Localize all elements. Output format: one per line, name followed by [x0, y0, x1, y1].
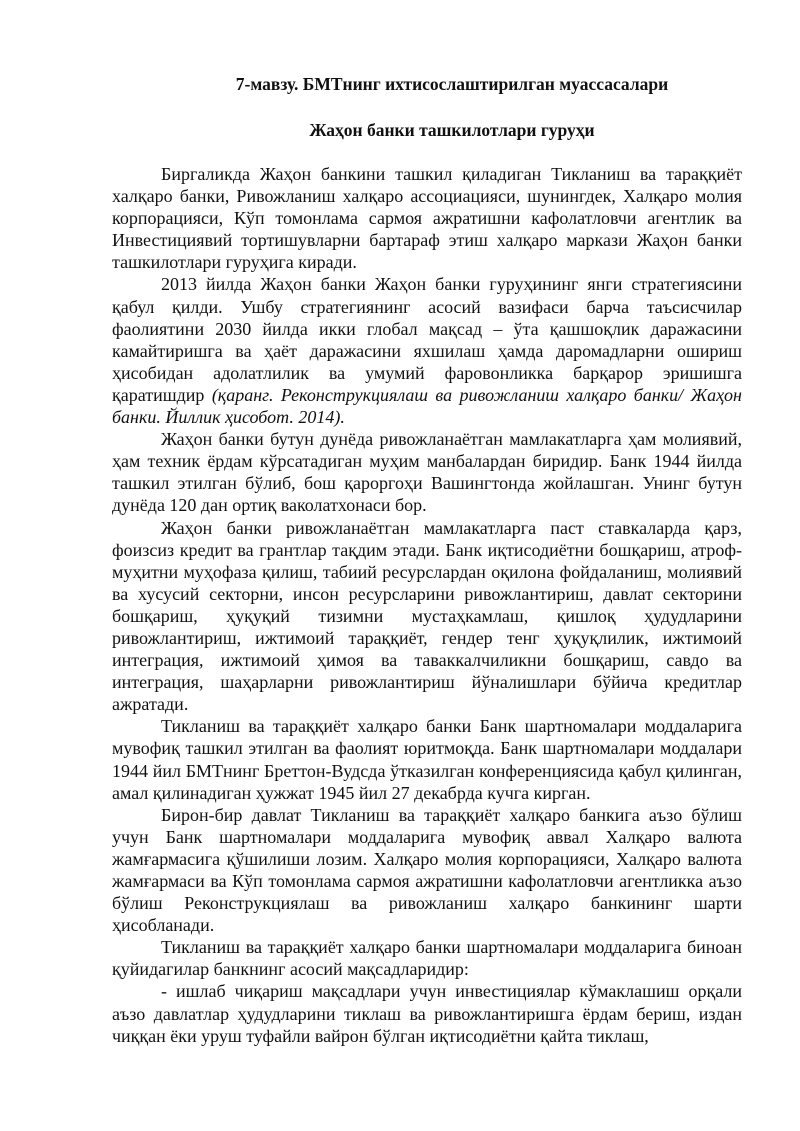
page-subtitle: Жаҳон банки ташкилотлари гуруҳи: [309, 120, 595, 140]
paragraph-3: Жаҳон банки бутун дунёда ривожланаётган мамлакатларга ҳам молиявий, ҳам техник ёрдам кўрсатадиган муҳим манбалардан биридир. Банк 1944 йилда ташкил этилган бўлиб, бош қароргоҳи Вашингтонда жойлашган. Унинг бутун дунёда 120 дан ортиқ ваколатхонаси бор.: [112, 429, 742, 516]
paragraph-5: Тикланиш ва тараққиёт халқаро банки Банк шартномалари моддаларига мувофиқ ташкил этилган ва фаолият юритмоқда. Банк шартномалари моддалари 1944 йил БМТнинг Бреттон-Вудсда ўтказилган конференциясида қабул қилинган, амал қилинадиган ҳужжат 1945 йил 27 декабрда кучга кирган.: [112, 716, 742, 803]
page-title: 7-мавзу. БМТнинг ихтисослаштирилган муассасалари: [235, 74, 669, 94]
paragraph-6: Бирон-бир давлат Тикланиш ва тараққиёт халқаро банкига аъзо бўлиш учун Банк шартномалари моддаларига мувофиқ аввал Халқаро валюта жамғармасига қўшилиши лозим. Халқаро молия корпорацияси, Халқаро валюта жамғармаси ва Кўп томонлама сармоя ажратишни кафолатловчи агентликка аъзо бўлиш Реконструкциялаш ва ривожланиш халқаро банкининг шарти ҳисобланади.: [112, 804, 742, 936]
document-body: [112, 163, 742, 1047]
citation: (қаранг. Реконструкциялаш ва ривожланиш халқаро банки/ Жаҳон банки. Йиллик ҳисобот. 2014).: [112, 384, 742, 428]
paragraph-2: 2013 йилда Жаҳон банки Жаҳон банки гуруҳининг янги стратегиясини қабул қилди. Ушбу стратегиянинг асосий вазифаси барча таъсисчилар фаолиятини 2030 йилда икки глобал мақсад – ўта қашшоқлик даражасини камайтиришга ва ҳаёт даражасини яхшилаш ҳамда даромадларни ошириш ҳисобидан адолатлилик ва умумий фаровонликка барқарор эришишга қаратишдир (қаранг. Реконструкциялаш ва ривожланиш халқаро банки/ Жаҳон банки. Йиллик ҳисобот. 2014).: [112, 274, 742, 428]
paragraph-7: Тикланиш ва тараққиёт халқаро банки шартномалари моддаларига биноан қуйидагилар банкнинг асосий мақсадларидир:: [112, 937, 742, 980]
paragraph-8: - ишлаб чиқариш мақсадлари учун инвестициялар кўмаклашиш орқали аъзо давлатлар ҳудудларини тиклаш ва ривожлантиришга ёрдам бериш, издан чиққан ёки уруш туфайли вайрон бўлган иқтисодиётни қайта тиклаш,: [112, 981, 742, 1046]
paragraph-1: Биргаликда Жаҳон банкини ташкил қиладиган Тикланиш ва тараққиёт халқаро банки, Ривожланиш халқаро ассоциацияси, шунингдек, Халқаро молия корпорацияси, Кўп томонлама сармоя ажратишни кафолатловчи агентлик ва Инвестициявий тортишувларни бартараф этиш халқаро маркази Жаҳон банки ташкилотлари гуруҳига киради.: [112, 164, 742, 273]
paragraph-4: Жаҳон банки ривожланаётган мамлакатларга паст ставкаларда қарз, фоизсиз кредит ва грантлар тақдим этади. Банк иқтисодиётни бошқариш, атроф-муҳитни муҳофаза қилиш, табиий ресурслардан оқилона фойдаланиш, молиявий ва хусусий секторни, инсон ресурсларини ривожлантириш, давлат секторини бошқариш, ҳуқуқий тизимни мустаҳкамлаш, қишлоқ ҳудудларини ривожлантириш, ижтимоий тараққиёт, гендер тенг ҳуқуқлилик, ижтимоий интеграция, ижтимоий ҳимоя ва таваккалчиликни бошқариш, савдо ва интеграция, шаҳарларни ривожлантириш йўналишлари бўйича кредитлар ажратади.: [112, 517, 742, 715]
